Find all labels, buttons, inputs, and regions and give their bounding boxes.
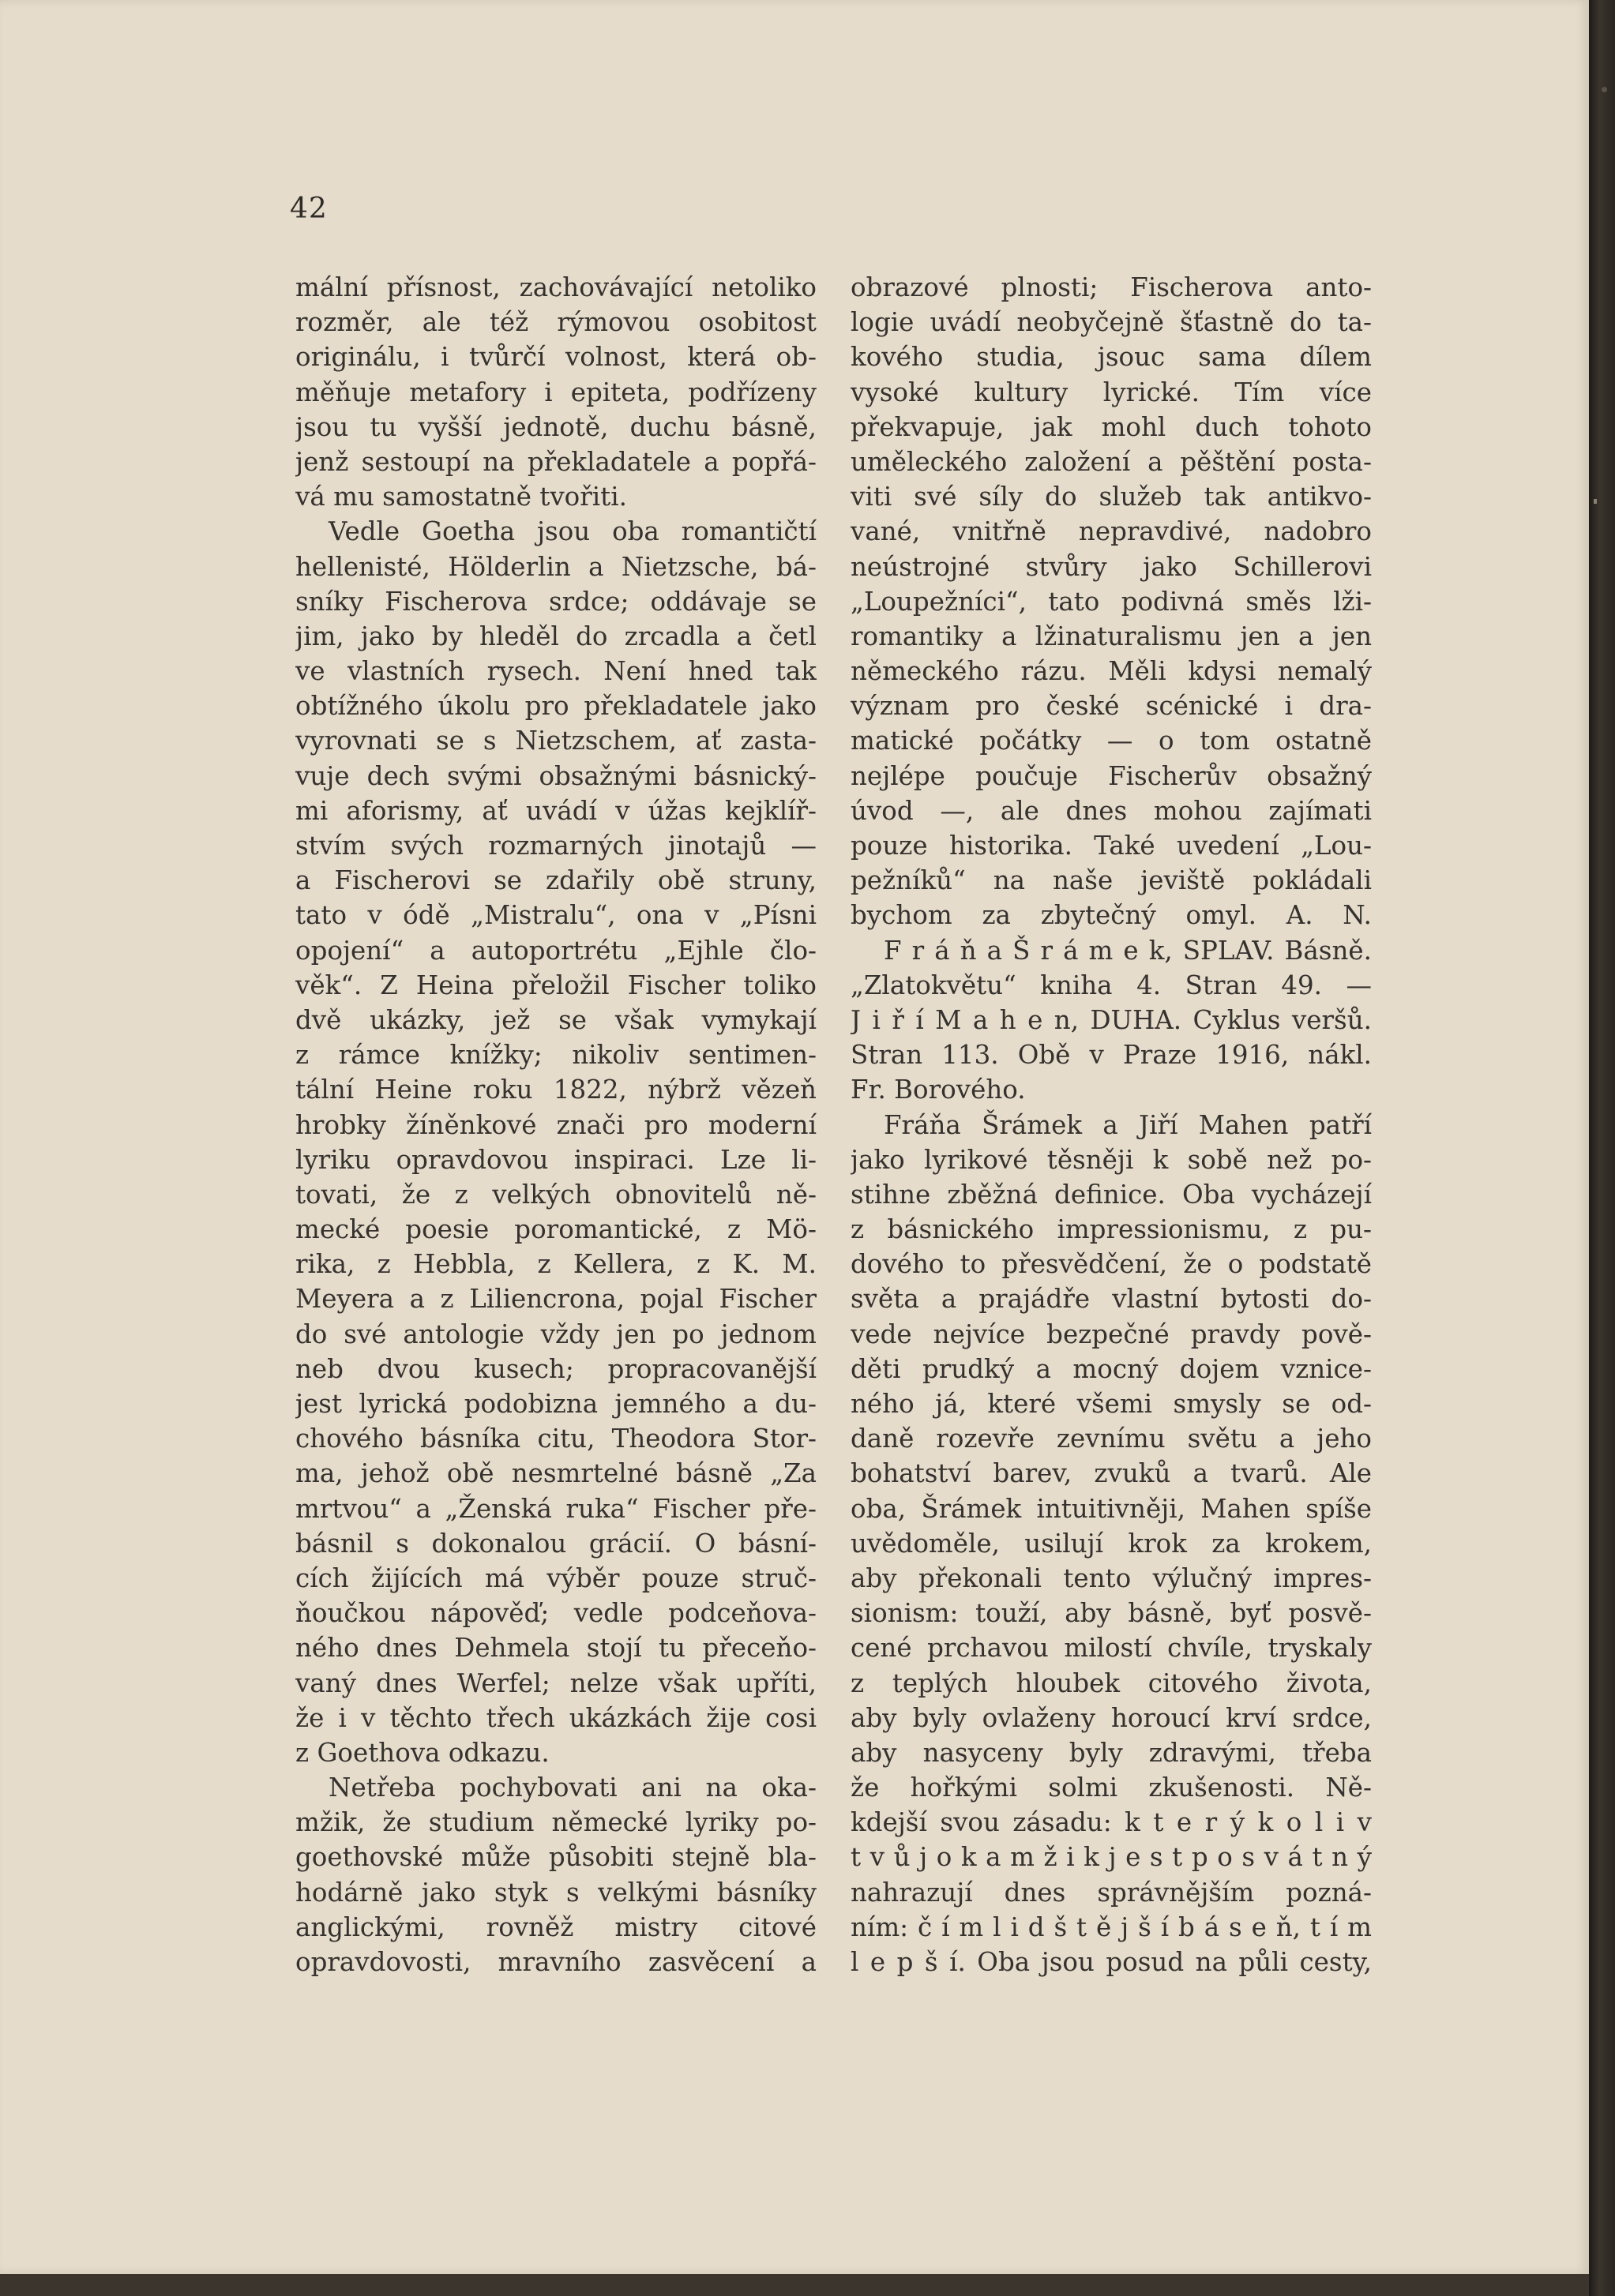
text-line: nejlépe poučuje Fischerův obsažný (851, 760, 1372, 791)
text-line: oba, Šrámek intuitivněji, Mahen spíše (851, 1493, 1372, 1524)
page-bottom-edge (0, 2274, 1589, 2296)
text-line: vyrovnati se s Nietzschem, ať zasta- (295, 726, 817, 756)
text-line: a Fischerovi se zdařily obě struny, (295, 865, 817, 896)
text-line: měňuje metafory i epiteta, podřízeny (295, 377, 817, 407)
text-line: z básnického impressionismu, z pu- (851, 1214, 1372, 1245)
text-line: obtížného úkolu pro překladatele jako (295, 691, 817, 722)
text-line: tato v ódě „Mistralu“, ona v „Písni (295, 900, 817, 931)
text-line: Fr. Borového. (851, 1075, 1026, 1105)
text-line: věk“. Z Heina přeložil Fischer toliko (295, 970, 817, 1000)
text-line: ním: č í m l i d š t ě j š í b á s e ň, t í m (851, 1911, 1372, 1942)
text-line: vaný dnes Werfel; nelze však upříti, (295, 1668, 817, 1698)
text-line: opravdovosti, mravního zasvěcení a (295, 1947, 817, 1977)
text-line: německého rázu. Měli kdysi nemalý (851, 656, 1372, 687)
text-line: neústrojné stvůry jako Schillerovi (851, 551, 1372, 582)
text-line: pouze historika. Také uvedení „Lou- (851, 831, 1372, 861)
text-line: mrtvou“ a „Ženská ruka“ Fischer pře- (295, 1493, 817, 1524)
text-line: aby nasyceny byly zdravými, třeba (851, 1737, 1372, 1768)
text-line: jako lyrikové těsněji k sobě než po- (851, 1144, 1372, 1175)
text-line: „Loupežníci“, tato podivná směs lži- (851, 586, 1372, 617)
text-line: vede nejvíce bezpečné pravdy pově- (851, 1319, 1372, 1349)
text-line: uvědoměle, usilují krok za krokem, (851, 1528, 1372, 1559)
text-line: děti prudký a mocný dojem vznice- (851, 1353, 1372, 1384)
text-line: F r á ň a Š r á m e k, SPLAV. Básně. (884, 935, 1372, 966)
text-line: goethovské může působiti stejně bla- (295, 1842, 817, 1873)
text-line: úvod —, ale dnes mohou zajímati (851, 795, 1372, 826)
text-line: vané, vnitřně nepravdivé, nadobro (851, 516, 1372, 547)
text-line: t v ů j o k a m ž i k j e s t p o s v á t n ý (851, 1842, 1372, 1873)
text-line: pežníků“ na naše jeviště pokládali (851, 865, 1372, 896)
text-line: tální Heine roku 1822, nýbrž vězeň (295, 1075, 817, 1105)
text-line: rozměr, ale též rýmovou osobitost (295, 307, 817, 338)
text-line: mi aforismy, ať uvádí v úžas kejklíř- (295, 795, 817, 826)
page-number: 42 (290, 193, 328, 225)
text-line: kdejší svou zásadu: k t e r ý k o l i v (851, 1807, 1372, 1838)
text-line: neb dvou kusech; propracovanější (295, 1353, 817, 1384)
text-line: tovati, že z velkých obnovitelů ně- (295, 1179, 817, 1210)
text-line: básnil s dokonalou grácií. O básní- (295, 1528, 817, 1559)
text-line: sníky Fischerova srdce; oddávaje se (295, 586, 817, 617)
text-line: ve vlastních rysech. Není hned tak (295, 656, 817, 687)
text-line: světa a prajádře vlastní bytosti do- (851, 1284, 1372, 1315)
text-line: vysoké kultury lyrické. Tím více (851, 377, 1372, 407)
left-text-column (295, 270, 817, 1979)
text-line: hodárně jako styk s velkými básníky (295, 1877, 817, 1908)
text-line: uměleckého založení a pěštění posta- (851, 446, 1372, 477)
text-line: Fráňa Šrámek a Jiří Mahen patří (884, 1109, 1372, 1140)
text-line: rika, z Hebbla, z Kellera, z K. M. (295, 1249, 817, 1280)
text-line: daně rozevře zevnímu světu a jeho (851, 1424, 1372, 1454)
text-line: mecké poesie poromantické, z Mö- (295, 1214, 817, 1245)
text-line: vuje dech svými obsažnými básnický- (295, 760, 817, 791)
text-line: Meyera a z Liliencrona, pojal Fischer (295, 1284, 817, 1315)
text-line: logie uvádí neobyčejně šťastně do ta- (851, 307, 1372, 338)
text-line: obrazové plnosti; Fischerova anto- (851, 272, 1372, 302)
text-line: ma, jehož obě nesmrtelné básně „Za (295, 1458, 817, 1489)
text-line: dového to přesvědčení, že o podstatě (851, 1249, 1372, 1280)
text-line: mžik, že studium německé lyriky po- (295, 1807, 817, 1838)
text-line: ňoučkou nápověď; vedle podceňova- (295, 1598, 817, 1629)
text-line: z teplých hloubek citového života, (851, 1668, 1372, 1698)
text-line: l e p š í. Oba jsou posud na půli cesty, (851, 1947, 1372, 1977)
text-line: viti své síly do služeb tak antikvo- (851, 482, 1372, 512)
text-line: že i v těchto třech ukázkách žije cosi (295, 1702, 817, 1733)
text-line: sionism: touží, aby básně, byť posvě- (851, 1598, 1372, 1629)
text-line: nahrazují dnes správnějším pozná- (851, 1877, 1372, 1908)
text-line: z Goethova odkazu. (295, 1737, 550, 1768)
text-line: ného dnes Dehmela stojí tu přeceňo- (295, 1633, 817, 1664)
text-line: matické počátky — o tom ostatně (851, 726, 1372, 756)
text-line: opojení“ a autoportrétu „Ejhle člo- (295, 935, 817, 966)
text-line: bychom za zbytečný omyl. A. N. (851, 900, 1372, 931)
text-line: cích žijících má výběr pouze struč- (295, 1563, 817, 1593)
text-line: Vedle Goetha jsou oba romantičtí (329, 516, 817, 547)
text-line: originálu, i tvůrčí volnost, která ob- (295, 342, 817, 373)
text-line: ného já, které všemi smysly se od- (851, 1389, 1372, 1419)
text-line: stihne zběžná definice. Oba vycházejí (851, 1179, 1372, 1210)
text-line: aby překonali tento výlučný impres- (851, 1563, 1372, 1593)
text-line: že hořkými solmi zkušenosti. Ně- (851, 1773, 1372, 1803)
text-line: cené prchavou milostí chvíle, tryskaly (851, 1633, 1372, 1664)
text-line: „Zlatokvětu“ kniha 4. Stran 49. — (851, 970, 1372, 1000)
text-line: bohatství barev, zvuků a tvarů. Ale (851, 1458, 1372, 1489)
margin-tick (1594, 499, 1597, 504)
text-line: jenž sestoupí na překladatele a popřá- (295, 446, 817, 477)
text-line: kového studia, jsouc sama dílem (851, 342, 1372, 373)
text-line: lyriku opravdovou inspiraci. Lze li- (295, 1144, 817, 1175)
text-line: anglickými, rovněž mistry citové (295, 1911, 817, 1942)
text-line: aby byly ovlaženy horoucí krví srdce, (851, 1702, 1372, 1733)
text-line: hellenisté, Hölderlin a Nietzsche, bá- (295, 551, 817, 582)
text-line: dvě ukázky, jež se však vymykají (295, 1004, 817, 1035)
text-line: hrobky žíněnkové znači pro moderní (295, 1109, 817, 1140)
text-line: význam pro české scénické i dra- (851, 691, 1372, 722)
text-line: jest lyrická podobizna jemného a du- (295, 1389, 817, 1419)
text-line: do své antologie vždy jen po jednom (295, 1319, 817, 1349)
text-line: jim, jako by hleděl do zrcadla a četl (295, 621, 817, 651)
text-line: překvapuje, jak mohl duch tohoto (851, 411, 1372, 442)
text-line: z rámce knížky; nikoliv sentimen- (295, 1040, 817, 1071)
text-line: vá mu samostatně tvořiti. (295, 482, 627, 512)
text-line: chového básníka citu, Theodora Stor- (295, 1424, 817, 1454)
right-text-column (851, 270, 1372, 1979)
text-line: romantiky a lžinaturalismu jen a jen (851, 621, 1372, 651)
margin-mark (1602, 87, 1607, 92)
text-line: Stran 113. Obě v Praze 1916, nákl. (851, 1040, 1372, 1071)
text-line: jsou tu vyšší jednotě, duchu básně, (295, 411, 817, 442)
text-line: Netřeba pochybovati ani na oka- (329, 1773, 817, 1803)
text-line: stvím svých rozmarných jinotajů — (295, 831, 817, 861)
book-spine-edge (1589, 0, 1615, 2296)
text-line: J i ř í M a h e n, DUHA. Cyklus veršů. (851, 1004, 1372, 1035)
text-line: mální přísnost, zachovávající netoliko (295, 272, 817, 302)
